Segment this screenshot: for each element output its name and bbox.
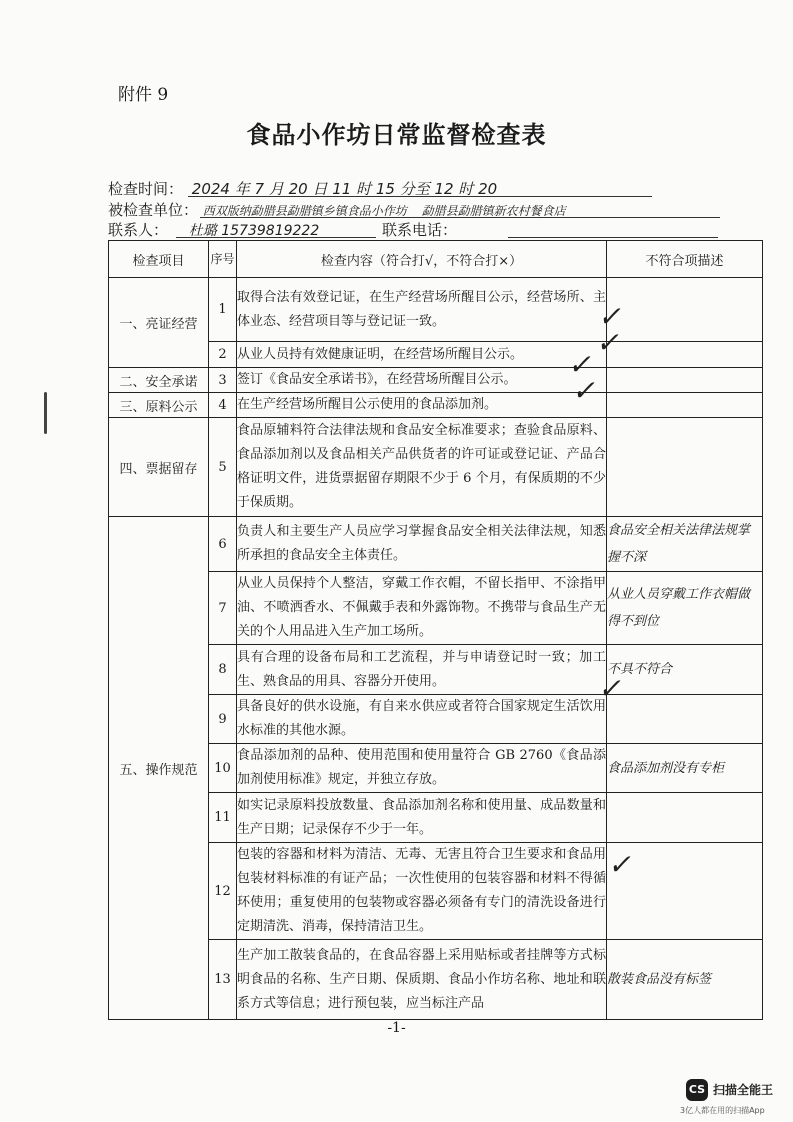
brand-name: 扫描全能王	[713, 1083, 774, 1097]
inspected-unit-value-2: 勐腊县勐腊镇新农村餐食店	[421, 204, 566, 218]
category-cell: 五、操作规范	[109, 517, 209, 1020]
inspected-unit-value: 西双版纳勐腊县勐腊镇乡镇食品小作坊	[202, 204, 407, 218]
scan-mark	[44, 392, 47, 434]
row-number: 8	[209, 645, 237, 695]
inspection-table	[108, 240, 763, 1020]
row-desc	[607, 793, 763, 843]
brand-tagline: 3亿人都在用的扫描App	[680, 1106, 765, 1115]
camscanner-logo-icon: CS	[686, 1079, 708, 1101]
row-desc: 散装食品没有标签	[607, 940, 763, 1020]
row-desc	[607, 342, 763, 368]
category-cell: 四、票据留存	[109, 418, 209, 517]
table-row	[109, 517, 763, 572]
inspection-time-value: 2024 年 7 月 20 日 11 时 15 分至 12 时 20	[191, 180, 498, 198]
row-number: 5	[209, 418, 237, 517]
row-content: 具有合理的设备布局和工艺流程，并与申请登记时一致；加工生、熟食品的用具、容器分开使用。	[237, 645, 607, 695]
row-content: 取得合法有效登记证，在生产经营场所醒目公示，经营场所、主体业态、经营项目等与登记证一致。	[237, 278, 607, 342]
category-cell: 三、原料公示	[109, 393, 209, 418]
row-number: 4	[209, 393, 237, 418]
time-underline	[188, 196, 652, 197]
row-content: 食品添加剂的品种、使用范围和使用量符合 GB 2760《食品添加剂使用标准》规定，并独立存放。	[237, 744, 607, 793]
row-desc	[607, 418, 763, 517]
table-row	[109, 393, 763, 418]
row-content: 生产加工散装食品的，在食品容器上采用贴标或者挂牌等方式标明食品的名称、生产日期、保质期、食品小作坊名称、地址和联系方式等信息；进行预包装，应当标注产品	[237, 940, 607, 1020]
row-desc	[607, 368, 763, 393]
row-number: 9	[209, 695, 237, 744]
row-number: 12	[209, 843, 237, 940]
contact-label: 联系人：	[108, 221, 169, 239]
check-mark-icon: ✓	[566, 348, 597, 381]
header-desc: 不符合项描述	[607, 241, 763, 278]
row-number: 7	[209, 572, 237, 645]
check-mark-icon: ✓	[596, 300, 627, 333]
check-mark-icon: ✓	[596, 672, 627, 705]
phone-underline	[508, 237, 718, 238]
contact-value: 杜璐 15739819222	[188, 223, 320, 239]
check-mark-icon: ✓	[594, 326, 625, 359]
row-content: 包装的容器和材料为清洁、无毒、无害且符合卫生要求和食品用包装材料标准的有证产品；一次性使用的包装容器和材料不得循环使用；重复使用的包装物或容器必须备有专门的清洗设备进行定期清洗、消毒，保持清洁卫生。	[237, 843, 607, 940]
header-content: 检查内容（符合打√，不符合打×）	[237, 241, 607, 278]
header-no: 序号	[209, 241, 237, 278]
row-desc: 从业人员穿戴工作衣帽做得不到位	[607, 572, 763, 645]
row-content: 在生产经营场所醒目公示使用的食品添加剂。	[237, 393, 607, 418]
category-cell: 一、亮证经营	[109, 278, 209, 368]
row-content: 从业人员持有效健康证明，在经营场所醒目公示。	[237, 342, 607, 368]
inspection-time-label: 检查时间：	[108, 180, 184, 198]
table-row	[109, 278, 763, 342]
row-content: 如实记录原料投放数量、食品添加剂名称和使用量、成品数量和生产日期；记录保存不少于一年。	[237, 793, 607, 843]
table-row	[109, 368, 763, 393]
row-number: 11	[209, 793, 237, 843]
row-number: 1	[209, 278, 237, 342]
check-mark-icon: ✓	[606, 848, 637, 881]
row-desc: 食品添加剂没有专柜	[607, 744, 763, 793]
phone-label: 联系电话：	[382, 221, 458, 239]
unit-underline	[200, 217, 720, 218]
page-number: -1-	[387, 1020, 406, 1036]
attachment-label: 附件 9	[118, 85, 169, 105]
row-content: 具备良好的供水设施，有自来水供应或者符合国家规定生活饮用水标准的其他水源。	[237, 695, 607, 744]
row-desc: 食品安全相关法律法规掌握不深	[607, 517, 763, 572]
row-desc	[607, 278, 763, 342]
row-number: 10	[209, 744, 237, 793]
contact-underline	[176, 237, 376, 238]
row-content: 负责人和主要生产人员应学习掌握食品安全相关法律法规，知悉所承担的食品安全主体责任。	[237, 517, 607, 572]
inspected-unit-label: 被检查单位：	[108, 201, 199, 219]
check-mark-icon: ✓	[570, 374, 601, 407]
row-desc	[607, 695, 763, 744]
row-number: 3	[209, 368, 237, 393]
header-item: 检查项目	[109, 241, 209, 278]
row-number: 6	[209, 517, 237, 572]
row-content: 食品原辅料符合法律法规和食品安全标准要求；查验食品原料、食品添加剂以及食品相关产品供货者的许可证或登记证、产品合格证明文件，进货票据留存期限不少于 6 个月，有保质期的不少于保质期。	[237, 418, 607, 517]
table-header-row	[109, 241, 763, 278]
row-content: 从业人员保持个人整洁，穿戴工作衣帽，不留长指甲、不涂指甲油、不喷洒香水、不佩戴手表和外露饰物。不携带与食品生产无关的个人用品进入生产加工场所。	[237, 572, 607, 645]
row-number: 2	[209, 342, 237, 368]
row-content: 签订《食品安全承诺书》，在经营场所醒目公示。	[237, 368, 607, 393]
category-cell: 二、安全承诺	[109, 368, 209, 393]
table-row	[109, 418, 763, 517]
row-desc	[607, 393, 763, 418]
document-title: 食品小作坊日常监督检查表	[246, 120, 547, 149]
row-desc: 不具不符合	[607, 645, 763, 695]
row-number: 13	[209, 940, 237, 1020]
